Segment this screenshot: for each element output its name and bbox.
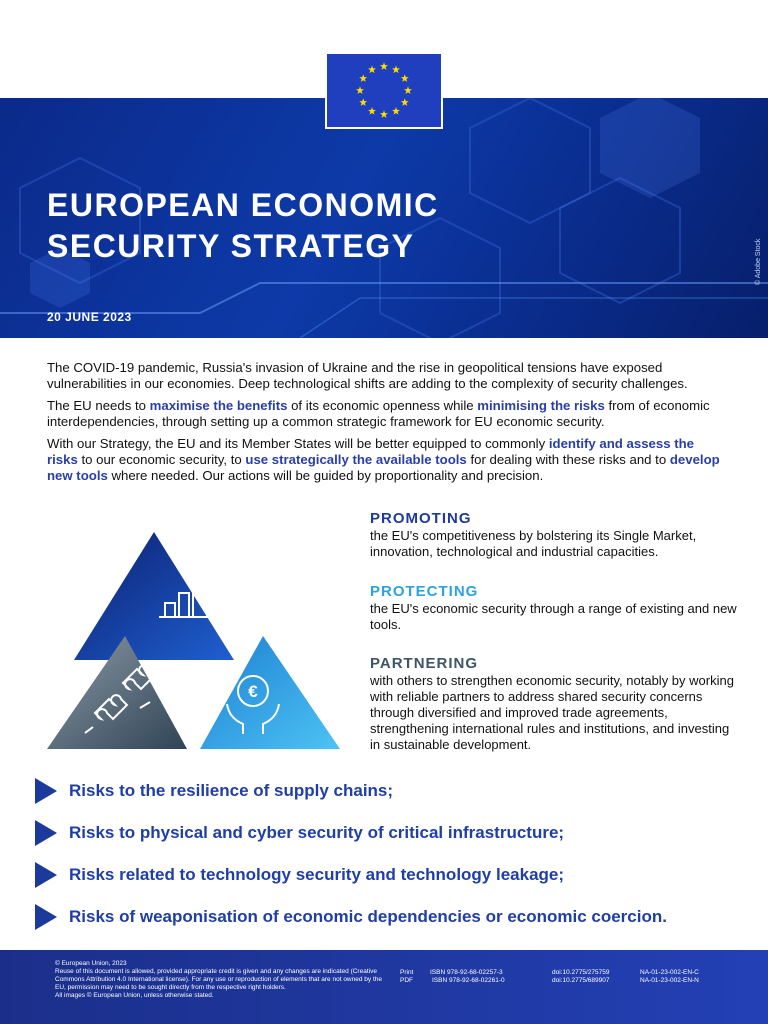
photo-credit: © Adobe Stock (755, 238, 762, 285)
publication-date: 20 JUNE 2023 (47, 310, 132, 324)
eu-star (356, 86, 364, 94)
eu-star (404, 86, 412, 94)
triangle-bullet-icon (35, 778, 57, 804)
intro-paragraph-3: With our Strategy, the EU and its Member States will be better equipped to commonly identify and assess the risks to our economic security, to use strategically the available tools for dealing with these risks and to develop new tools where needed. Our actions will be guided by proportionality and precision. (47, 436, 720, 483)
pillar-description: with others to strengthen economic security, notably by working with reliable partners to address shared security concerns through diversified and improved trade agreements, strengthening international rules and institutions, and investing in sustainable development. (370, 673, 734, 752)
svg-text:€: € (248, 682, 258, 701)
eu-flag-icon (325, 52, 443, 129)
eu-star (392, 107, 400, 115)
page-title (47, 185, 567, 267)
pillars-triangle-graphic (45, 508, 345, 752)
eu-star (359, 74, 367, 82)
eu-star (380, 110, 388, 118)
footer (0, 950, 768, 1024)
risk-item (35, 896, 755, 938)
risk-label: Risks to the resilience of supply chains; (69, 781, 394, 800)
footer-isbn (400, 969, 740, 985)
pillar-promoting (370, 510, 740, 560)
footer-legal (55, 960, 385, 1000)
copyright-line: © European Union, 2023 (55, 960, 127, 967)
risk-item (35, 770, 755, 812)
pillar-partnering (370, 655, 740, 753)
images-notice: All images © European Union, unless otherwise stated. (55, 992, 214, 999)
print-isbn-row: Print ISBN 978-92-68-02257-3 doi:10.2775/275759 NA-01-23-002-EN-C (400, 969, 699, 976)
eu-star (368, 66, 376, 74)
intro-text (47, 360, 727, 490)
eu-star (392, 66, 400, 74)
pdf-isbn-row: PDF ISBN 978-92-68-02261-0 doi:10.2775/689907 NA-01-23-002-EN-N (400, 977, 699, 984)
triangle-bullet-icon (35, 904, 57, 930)
pillar-description: the EU's economic security through a range of existing and new tools. (370, 601, 737, 632)
risk-label: Risks related to technology security and technology leakage; (69, 865, 565, 884)
pillar-description: the EU's competitiveness by bolstering its Single Market, innovation, technological and industrial capacities. (370, 528, 697, 559)
risks-list (35, 770, 755, 938)
triangle-bullet-icon (35, 862, 57, 888)
triangle-bullet-icon (35, 820, 57, 846)
risk-item (35, 854, 755, 896)
pillar-heading: PROTECTING (370, 583, 479, 600)
eu-star (401, 98, 409, 106)
risk-label: Risks of weaponisation of economic dependencies or economic coercion. (69, 907, 667, 926)
risk-item (35, 812, 755, 854)
promoting-triangle (74, 532, 234, 660)
title-line-1: EUROPEAN ECONOMIC (47, 187, 439, 223)
risk-label: Risks to physical and cyber security of critical infrastructure; (69, 823, 565, 842)
eu-star (359, 98, 367, 106)
pillar-heading: PARTNERING (370, 655, 479, 672)
pillar-protecting (370, 583, 740, 633)
pillar-heading: PROMOTING (370, 510, 472, 527)
intro-paragraph-1: The COVID-19 pandemic, Russia's invasion of Ukraine and the rise in geopolitical tensions have exposed vulnerabilities in our economies. Deep technological shifts are adding to the complexity of security challenges. (47, 360, 688, 391)
eu-star (380, 62, 388, 70)
title-line-2: SECURITY STRATEGY (47, 228, 415, 264)
intro-paragraph-2: The EU needs to maximise the benefits of its economic openness while minimising the risks from of economic interdependencies, through setting up a common strategic framework for EU economic security. (47, 398, 710, 429)
eu-star (368, 107, 376, 115)
eu-star (401, 74, 409, 82)
reuse-notice: Reuse of this document is allowed, provided appropriate credit is given and any changes are indicated (Creative Commons Attribution 4.0 International license). For any use or reproduction of elements that are not owned by the EU, permission may need to be sought directly from the respective right holders. (55, 968, 382, 991)
eu-stars (327, 54, 441, 127)
